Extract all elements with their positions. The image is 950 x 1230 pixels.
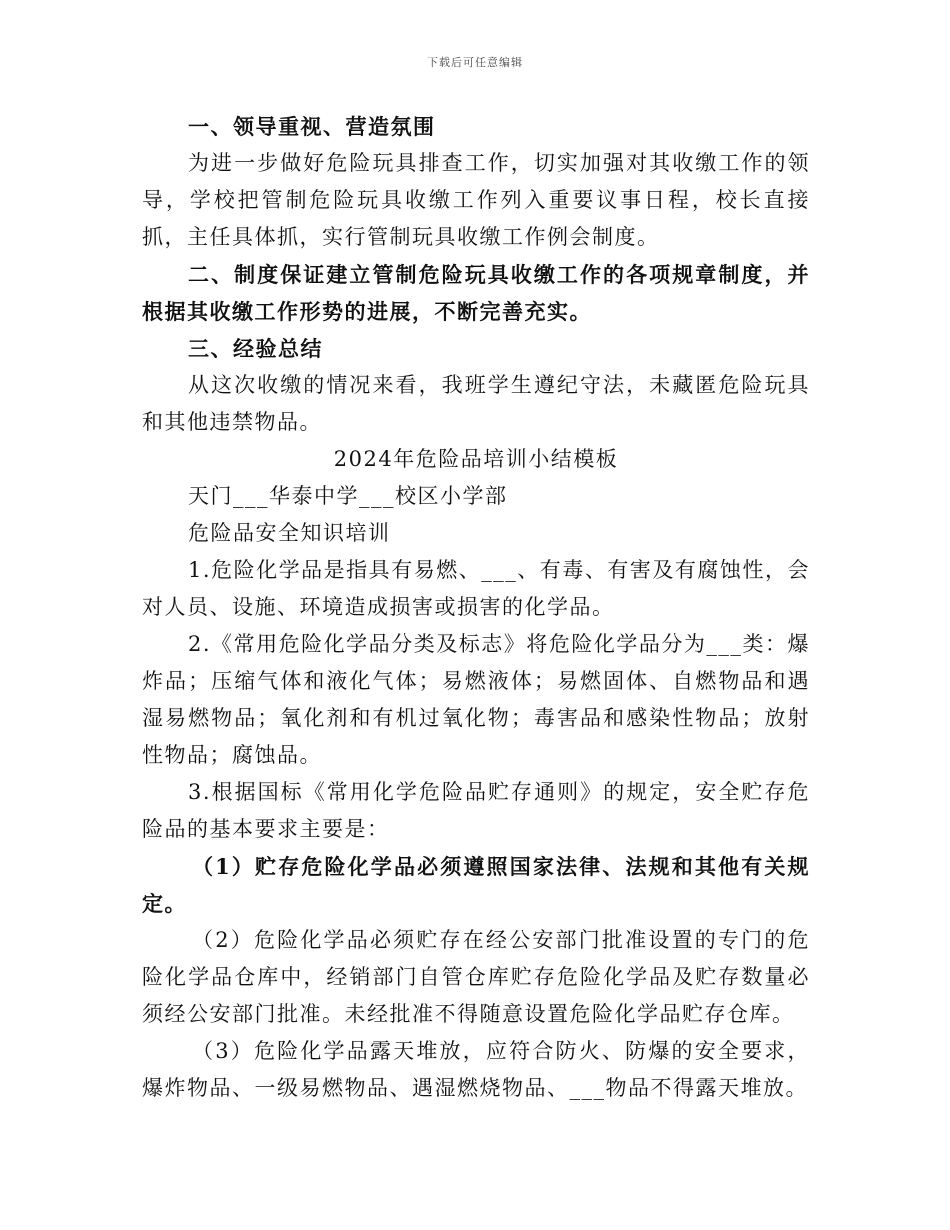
training-subtitle: 危险品安全知识培训 <box>188 521 391 545</box>
section-heading-2: 二、制度保证建立管制危险玩具收缴工作的各项规章制度，并根据其收缴工作形势的进展，不断完善充实。 <box>142 262 810 324</box>
section-heading-3: 三、经验总结 <box>188 336 323 361</box>
document-body <box>142 108 810 1107</box>
school-line: 天门___华泰中学___校区小学部 <box>188 484 508 508</box>
section-heading-1: 一、领导重视、营造氛围 <box>188 114 436 139</box>
paragraph-3: 从这次收缴的情况来看，我班学生遵纪守法，未藏匿危险玩具和其他违禁物品。 <box>142 373 810 434</box>
sub-item-3: （3）危险化学品露天堆放，应符合防火、防爆的安全要求，爆炸物品、一级易燃物品、遇湿燃烧物品、___物品不得露天堆放。 <box>142 1039 810 1100</box>
document-title: 2024年危险品培训小结模板 <box>333 447 619 471</box>
page-header: 下载后可任意编辑 <box>427 56 523 69</box>
list-item-1: 1.危险化学品是指具有易燃、___、有毒、有害及有腐蚀性，会对人员、设施、环境造成损害或损害的化学品。 <box>142 558 810 619</box>
sub-item-1: （1）贮存危险化学品必须遵照国家法律、法规和其他有关规定。 <box>142 854 811 916</box>
paragraph-1: 为进一步做好危险玩具排查工作，切实加强对其收缴工作的领导，学校把管制危险玩具收缴工作列入重要议事日程，校长直接抓，主任具体抓，实行管制玩具收缴工作例会制度。 <box>142 151 810 249</box>
sub-item-2: （2）危险化学品必须贮存在经公安部门批准设置的专门的危险化学品仓库中，经销部门自管仓库贮存危险化学品及贮存数量必须经公安部门批准。未经批准不得随意设置危险化学品贮存仓库。 <box>142 928 810 1026</box>
list-item-2: 2.《常用危险化学品分类及标志》将危险化学品分为___类：爆炸品；压缩气体和液化气体；易燃液体；易燃固体、自燃物品和遇湿易燃物品；氧化剂和有机过氧化物；毒害品和感染性物品；放射性物品；腐蚀品。 <box>142 632 810 767</box>
list-item-3: 3.根据国标《常用化学危险品贮存通则》的规定，安全贮存危险品的基本要求主要是： <box>142 780 810 841</box>
